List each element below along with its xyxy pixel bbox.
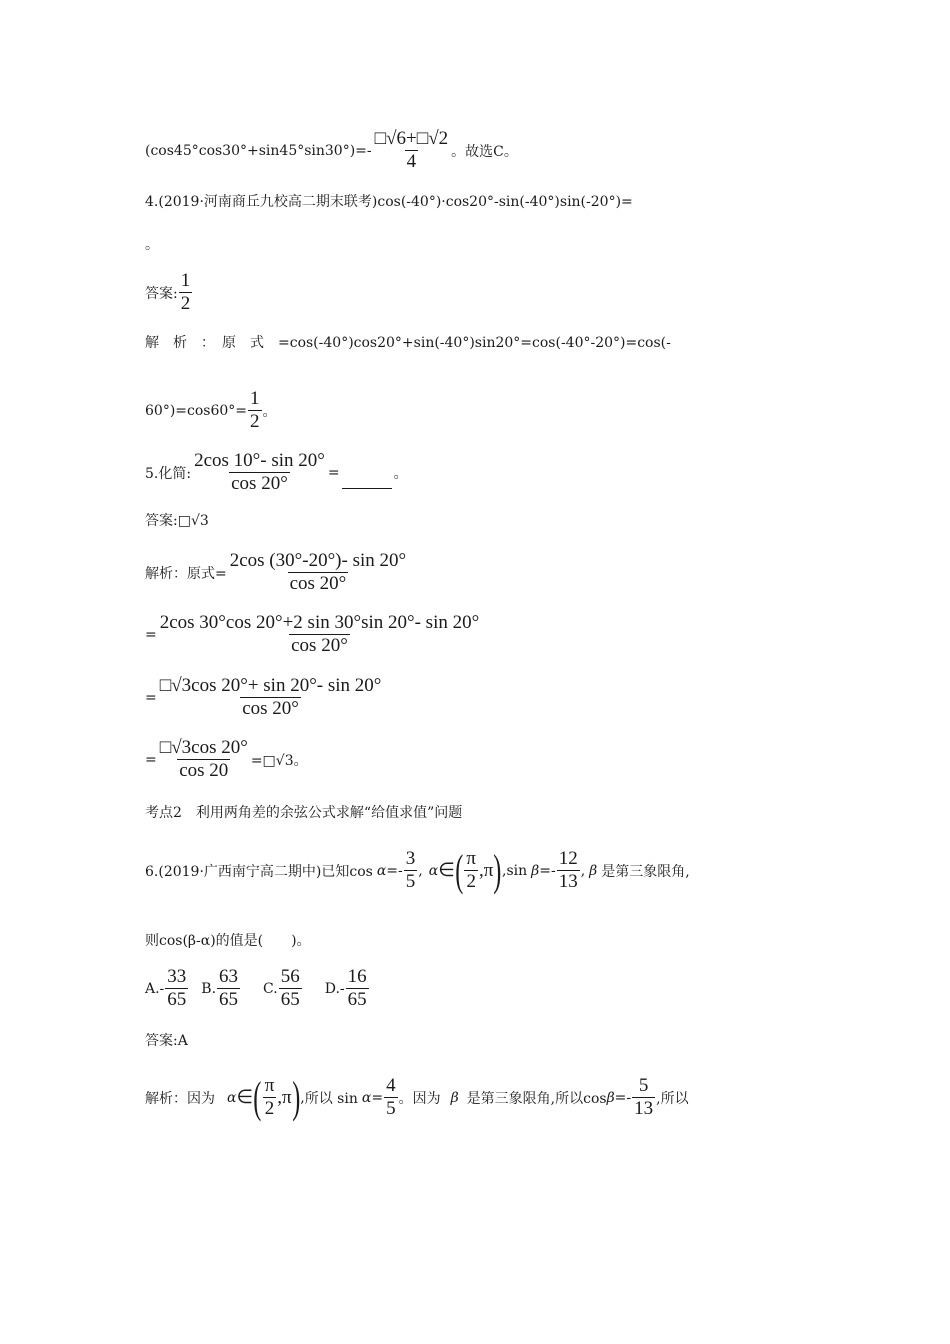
- solution-text: 解 析 ： 原 式 =cos(-40°)cos20°+sin(-40°)sin20°=cos(-40°-20°)=cos(-: [145, 335, 671, 351]
- solution-tail: 。: [262, 403, 277, 420]
- option-d-fraction: [346, 966, 369, 1011]
- option-a-fraction: [165, 966, 188, 1011]
- solution-text: 。因为: [398, 1090, 441, 1107]
- frac-num: π: [466, 848, 476, 869]
- pi-text: ,π: [277, 1086, 292, 1108]
- solution-4: [145, 332, 671, 352]
- frac-den: 13: [634, 1098, 654, 1119]
- sin-text: ,sin: [502, 862, 528, 879]
- frac-den: cos 20°: [242, 698, 299, 719]
- solution-5-step2: [145, 612, 482, 657]
- question-5: [145, 450, 408, 495]
- right-paren: ): [493, 845, 502, 895]
- answer-4: [145, 270, 193, 315]
- beta-symbol: β: [450, 1089, 459, 1106]
- frac-den: 4: [406, 151, 417, 172]
- option-c-label: C.: [263, 980, 278, 997]
- fraction: [464, 848, 478, 893]
- alpha-symbol: α: [428, 862, 439, 879]
- section-text: 考点2 利用两角差的余弦公式求解“给值求值”问题: [145, 805, 463, 821]
- comma: ,: [418, 862, 423, 879]
- question-6: [145, 845, 690, 895]
- beta-symbol: β: [589, 862, 598, 879]
- question-6-cont: [145, 930, 311, 950]
- frac-num: 5: [638, 1075, 649, 1096]
- solution-text: 60°)=cos60°=: [145, 402, 248, 419]
- alpha-symbol: α: [227, 1089, 237, 1106]
- question-label: 5.化简:: [145, 465, 192, 482]
- question-text: 。: [145, 237, 159, 253]
- frac-num: 1: [250, 388, 260, 409]
- fraction: [158, 612, 481, 657]
- answer-5: [145, 510, 209, 530]
- expr-tail: 。故选C。: [451, 143, 518, 160]
- frac-num: □√6+□√2: [374, 128, 449, 149]
- frac-den: 65: [219, 989, 239, 1010]
- comma: ,: [300, 1089, 305, 1106]
- frac-den: cos 20: [179, 760, 229, 781]
- fraction: [192, 450, 327, 495]
- solution-label: 解析：因为: [145, 1090, 215, 1107]
- frac-num: π: [264, 1075, 275, 1096]
- frac-den: 2: [264, 1098, 275, 1119]
- question-text: 6.(2019·广西南宁高二期中)已知cos: [145, 863, 373, 880]
- solution-label: 解析：原式=: [145, 565, 227, 582]
- question-4: [145, 191, 633, 211]
- line-result-c: [145, 128, 518, 173]
- fraction: [158, 675, 384, 720]
- frac-num: 2cos 30°cos 20°+2 sin 30°sin 20°- sin 20°: [159, 612, 480, 633]
- solution-text: 是第三象限角,所以cos: [466, 1090, 607, 1107]
- expr-text: (cos45°cos30°+sin45°sin30°)=-: [145, 142, 372, 159]
- options-6: [145, 966, 370, 1011]
- element-of: ∈: [236, 1087, 254, 1108]
- question-text: 4.(2019·河南商丘九校高二期末联考)cos(-40°)·cos20°-sin(-40°)sin(-20°)=: [145, 194, 633, 210]
- fraction: [557, 848, 580, 893]
- fraction: [384, 1075, 398, 1120]
- frac-num: 4: [386, 1075, 396, 1096]
- left-paren: (: [253, 1072, 262, 1122]
- solution-5-step4: [145, 737, 308, 782]
- equals: =: [371, 1089, 384, 1106]
- frac-num: 33: [167, 966, 187, 987]
- frac-den: 5: [386, 1098, 396, 1119]
- equals: =: [327, 464, 340, 481]
- frac-num: □√3cos 20°: [159, 737, 248, 758]
- option-b-label: B.: [201, 980, 217, 997]
- comma: ,: [580, 862, 586, 879]
- equals: =-: [539, 862, 556, 879]
- right-paren: ): [291, 1072, 300, 1122]
- frac-den: 65: [167, 989, 187, 1010]
- frac-den: cos 20°: [291, 635, 348, 656]
- question-4-cont: [145, 234, 159, 254]
- beta-symbol: β: [531, 862, 540, 879]
- frac-den: cos 20°: [231, 473, 288, 494]
- answer-text: 答案:A: [145, 1033, 188, 1049]
- alpha-symbol: α: [376, 862, 387, 879]
- section-heading: [145, 802, 462, 822]
- equals: =: [145, 626, 157, 643]
- answer-blank: [342, 487, 392, 489]
- fraction: [158, 737, 250, 782]
- answer-text: 答案:□√3: [145, 513, 209, 529]
- solution-5-step3: [145, 675, 384, 720]
- frac-num: 63: [219, 966, 239, 987]
- question-tail: 是第三象限角,: [601, 863, 690, 880]
- frac-den: 2: [250, 411, 260, 432]
- fraction: [373, 128, 451, 173]
- frac-den: cos 20°: [289, 573, 347, 594]
- frac-num: 16: [347, 966, 367, 987]
- fraction: [404, 848, 418, 893]
- solution-6: [145, 1072, 689, 1122]
- element-of: ∈: [438, 860, 455, 881]
- solution-5-step1: [145, 550, 409, 595]
- fraction: [228, 550, 408, 595]
- frac-num: 1: [180, 270, 191, 291]
- question-text: 则cos(β-α)的值是( )。: [145, 933, 311, 949]
- solution-text: 所以 sin: [304, 1090, 358, 1107]
- equals: =-: [614, 1089, 632, 1106]
- frac-num: □√3cos 20°+ sin 20°- sin 20°: [159, 675, 382, 696]
- option-b-fraction: [217, 966, 240, 1011]
- solution-4-cont: [145, 388, 277, 433]
- frac-den: 65: [347, 989, 367, 1010]
- pi-text: ,π: [479, 859, 494, 881]
- alpha-symbol: α: [361, 1089, 372, 1106]
- option-a-label: A.-: [145, 980, 165, 997]
- frac-num: 12: [558, 848, 578, 869]
- frac-num: 56: [280, 966, 300, 987]
- fraction: [248, 388, 262, 433]
- frac-den: 2: [180, 293, 191, 314]
- equals: =-: [386, 862, 403, 879]
- fraction: [263, 1075, 277, 1120]
- equals: =: [145, 751, 157, 768]
- option-c-fraction: [279, 966, 302, 1011]
- frac-den: 5: [405, 871, 416, 892]
- solution-tail: =□√3。: [250, 752, 308, 769]
- answer-6: [145, 1030, 188, 1050]
- beta-symbol: β: [606, 1089, 615, 1106]
- frac-den: 13: [558, 871, 578, 892]
- answer-label: 答案:: [145, 285, 178, 302]
- frac-num: 2cos (30°-20°)- sin 20°: [229, 550, 407, 571]
- left-paren: (: [455, 845, 464, 895]
- option-d-label: D.-: [324, 980, 345, 997]
- answer-fraction: [179, 270, 193, 315]
- frac-den: 65: [280, 989, 300, 1010]
- solution-tail: ,所以: [656, 1090, 689, 1107]
- equals: =: [145, 689, 157, 706]
- frac-num: 2cos 10°- sin 20°: [194, 450, 325, 471]
- frac-den: 2: [466, 871, 476, 892]
- question-tail: 。: [393, 465, 408, 482]
- frac-num: 3: [405, 848, 416, 869]
- fraction: [632, 1075, 655, 1120]
